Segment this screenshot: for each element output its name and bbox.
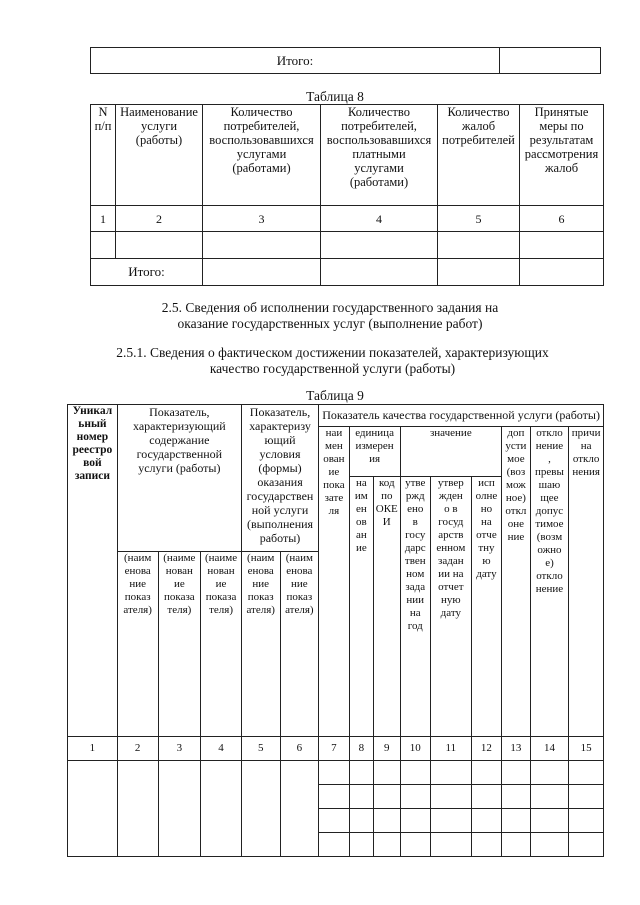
t9-body-cell: [569, 809, 604, 833]
t9-header-content-indicator: Показатель, характеризующий содержание государственной услуги (работы): [117, 405, 241, 552]
t9-num-9: 9: [374, 737, 400, 761]
t9-body-cell: [431, 809, 472, 833]
t9-header-quality-indicator: Показатель качества государственной услуги (работы): [319, 405, 604, 427]
t9-num-13: 13: [502, 737, 530, 761]
t8-header-paid-consumers: Количество потребителей, воспользовавшихся платными услугами (работами): [321, 105, 438, 206]
t9-body-cell: [349, 833, 373, 857]
t9-body-cell: [502, 809, 530, 833]
t9-body-cell: [530, 785, 569, 809]
t9-sub-indicator-name: (наиме нован ие показа теля): [201, 552, 242, 737]
t9-body-cell: [374, 761, 400, 785]
t9-body-cell: [117, 761, 158, 857]
table9-caption: Таблица 9: [306, 388, 364, 403]
t9-body-cell: [374, 809, 400, 833]
t9-header-value: значение: [400, 427, 502, 477]
t9-header-unit-code: код по ОКЕ И: [374, 477, 400, 737]
t9-body-cell: [431, 785, 472, 809]
t9-body-cell: [569, 785, 604, 809]
t9-body-cell: [502, 761, 530, 785]
t8-empty-cell: [91, 232, 116, 259]
t9-sub-indicator-name: (наим енова ние показ ателя): [117, 552, 158, 737]
t9-header-value-approved-year: утве ржд ено в госу дарс твен ном зада нии на год: [400, 477, 431, 737]
t9-header-allowed-deviation: доп усти мое (воз мож ное) откл оне ние: [502, 427, 530, 737]
table8: [90, 104, 604, 286]
t8-num-3: 3: [203, 206, 321, 232]
t9-body-cell: [400, 833, 431, 857]
t9-header-unit-name: на им ен ов ан ие: [349, 477, 373, 737]
t9-body-cell: [502, 833, 530, 857]
t9-num-10: 10: [400, 737, 431, 761]
t9-num-12: 12: [471, 737, 502, 761]
t8-empty-cell: [520, 232, 604, 259]
section-2-5-1-line2: качество государственной услуги (работы): [209, 361, 456, 376]
t9-sub-indicator-name: (наим енова ние показ ателя): [241, 552, 280, 737]
t9-header-value-executed: исп олне но на отче тну ю дату: [471, 477, 502, 737]
t9-body-cell: [431, 761, 472, 785]
t8-empty-cell: [116, 232, 203, 259]
t9-body-cell: [569, 761, 604, 785]
t9-body-cell: [349, 809, 373, 833]
t9-num-6: 6: [280, 737, 319, 761]
t9-num-15: 15: [569, 737, 604, 761]
top-total-label: Итого:: [91, 48, 500, 74]
t9-body-cell: [241, 761, 280, 857]
t9-body-cell: [431, 833, 472, 857]
section-2-5-1-line1: 2.5.1. Сведения о фактическом достижении показателей, характеризующих: [116, 345, 549, 360]
t8-num-4: 4: [321, 206, 438, 232]
top-total-value: [500, 48, 601, 74]
t9-body-cell: [349, 761, 373, 785]
t9-body-cell: [400, 809, 431, 833]
t9-body-cell: [530, 809, 569, 833]
t8-empty-cell: [321, 259, 438, 286]
t8-header-num: N п/п: [91, 105, 116, 206]
t9-body-cell: [319, 833, 350, 857]
t9-num-7: 7: [319, 737, 350, 761]
t9-sub-indicator-name: (наиме нован ие показа теля): [158, 552, 201, 737]
t8-empty-cell: [321, 232, 438, 259]
t8-num-1: 1: [91, 206, 116, 232]
t9-num-14: 14: [530, 737, 569, 761]
table8-caption: Таблица 8: [306, 89, 364, 104]
t9-body-cell: [319, 809, 350, 833]
t8-num-5: 5: [438, 206, 520, 232]
t9-body-cell: [280, 761, 319, 857]
t9-body-cell: [471, 833, 502, 857]
t9-header-excess-deviation: откло нение , превы шаю щее допус тимое (возм ожно e) откло нение: [530, 427, 569, 737]
t8-empty-cell: [438, 259, 520, 286]
t9-header-deviation-reason: причи на откло нения: [569, 427, 604, 737]
t9-num-2: 2: [117, 737, 158, 761]
t9-num-4: 4: [201, 737, 242, 761]
table9: [67, 404, 604, 857]
t9-header-unit: единица измерен ия: [349, 427, 400, 477]
t9-body-cell: [158, 761, 201, 857]
t8-header-complaints: Количество жалоб потребителей: [438, 105, 520, 206]
t9-body-cell: [374, 785, 400, 809]
t9-header-indicator-name: наи мен ован ие пока зате ля: [319, 427, 350, 737]
t9-sub-indicator-name: (наим енова ние показ ателя): [280, 552, 319, 737]
t9-num-11: 11: [431, 737, 472, 761]
t9-header-value-approved-date: утвер жден о в госуд арств енном задан ии на отчет ную дату: [431, 477, 472, 737]
t9-body-cell: [400, 761, 431, 785]
t9-header-conditions-indicator: Показатель, характеризу ющий условия (формы) оказания государствен ной услуги (выполнения работы): [241, 405, 318, 552]
t9-num-8: 8: [349, 737, 373, 761]
top-total-table: [90, 47, 601, 74]
t9-body-cell: [471, 785, 502, 809]
t9-body-cell: [502, 785, 530, 809]
t9-body-cell: [319, 761, 350, 785]
section-2-5-line1: 2.5. Сведения об исполнении государственного задания на: [161, 300, 499, 315]
t9-body-cell: [569, 833, 604, 857]
t8-header-consumers: Количество потребителей, воспользовавшихся услугами (работами): [203, 105, 321, 206]
t8-header-service: Наименование услуги (работы): [116, 105, 203, 206]
t8-empty-cell: [438, 232, 520, 259]
t8-num-6: 6: [520, 206, 604, 232]
t9-body-cell: [530, 761, 569, 785]
t9-num-1: 1: [68, 737, 118, 761]
t9-body-cell: [68, 761, 118, 857]
t9-body-cell: [471, 809, 502, 833]
t9-num-3: 3: [158, 737, 201, 761]
t9-body-cell: [400, 785, 431, 809]
t8-total-label: Итого:: [91, 259, 203, 286]
t9-num-5: 5: [241, 737, 280, 761]
t8-empty-cell: [203, 259, 321, 286]
section-2-5-line2: оказание государственных услуг (выполнение работ): [177, 316, 483, 331]
t9-header-unique-number: Уникал ьный номер реестро вой записи: [68, 405, 118, 737]
t8-empty-cell: [520, 259, 604, 286]
t9-body-cell: [349, 785, 373, 809]
t9-body-cell: [530, 833, 569, 857]
t8-empty-cell: [203, 232, 321, 259]
t9-body-cell: [374, 833, 400, 857]
t9-body-cell: [201, 761, 242, 857]
t8-num-2: 2: [116, 206, 203, 232]
t8-header-measures: Принятые меры по результатам рассмотрения жалоб: [520, 105, 604, 206]
t9-body-cell: [319, 785, 350, 809]
t9-body-cell: [471, 761, 502, 785]
